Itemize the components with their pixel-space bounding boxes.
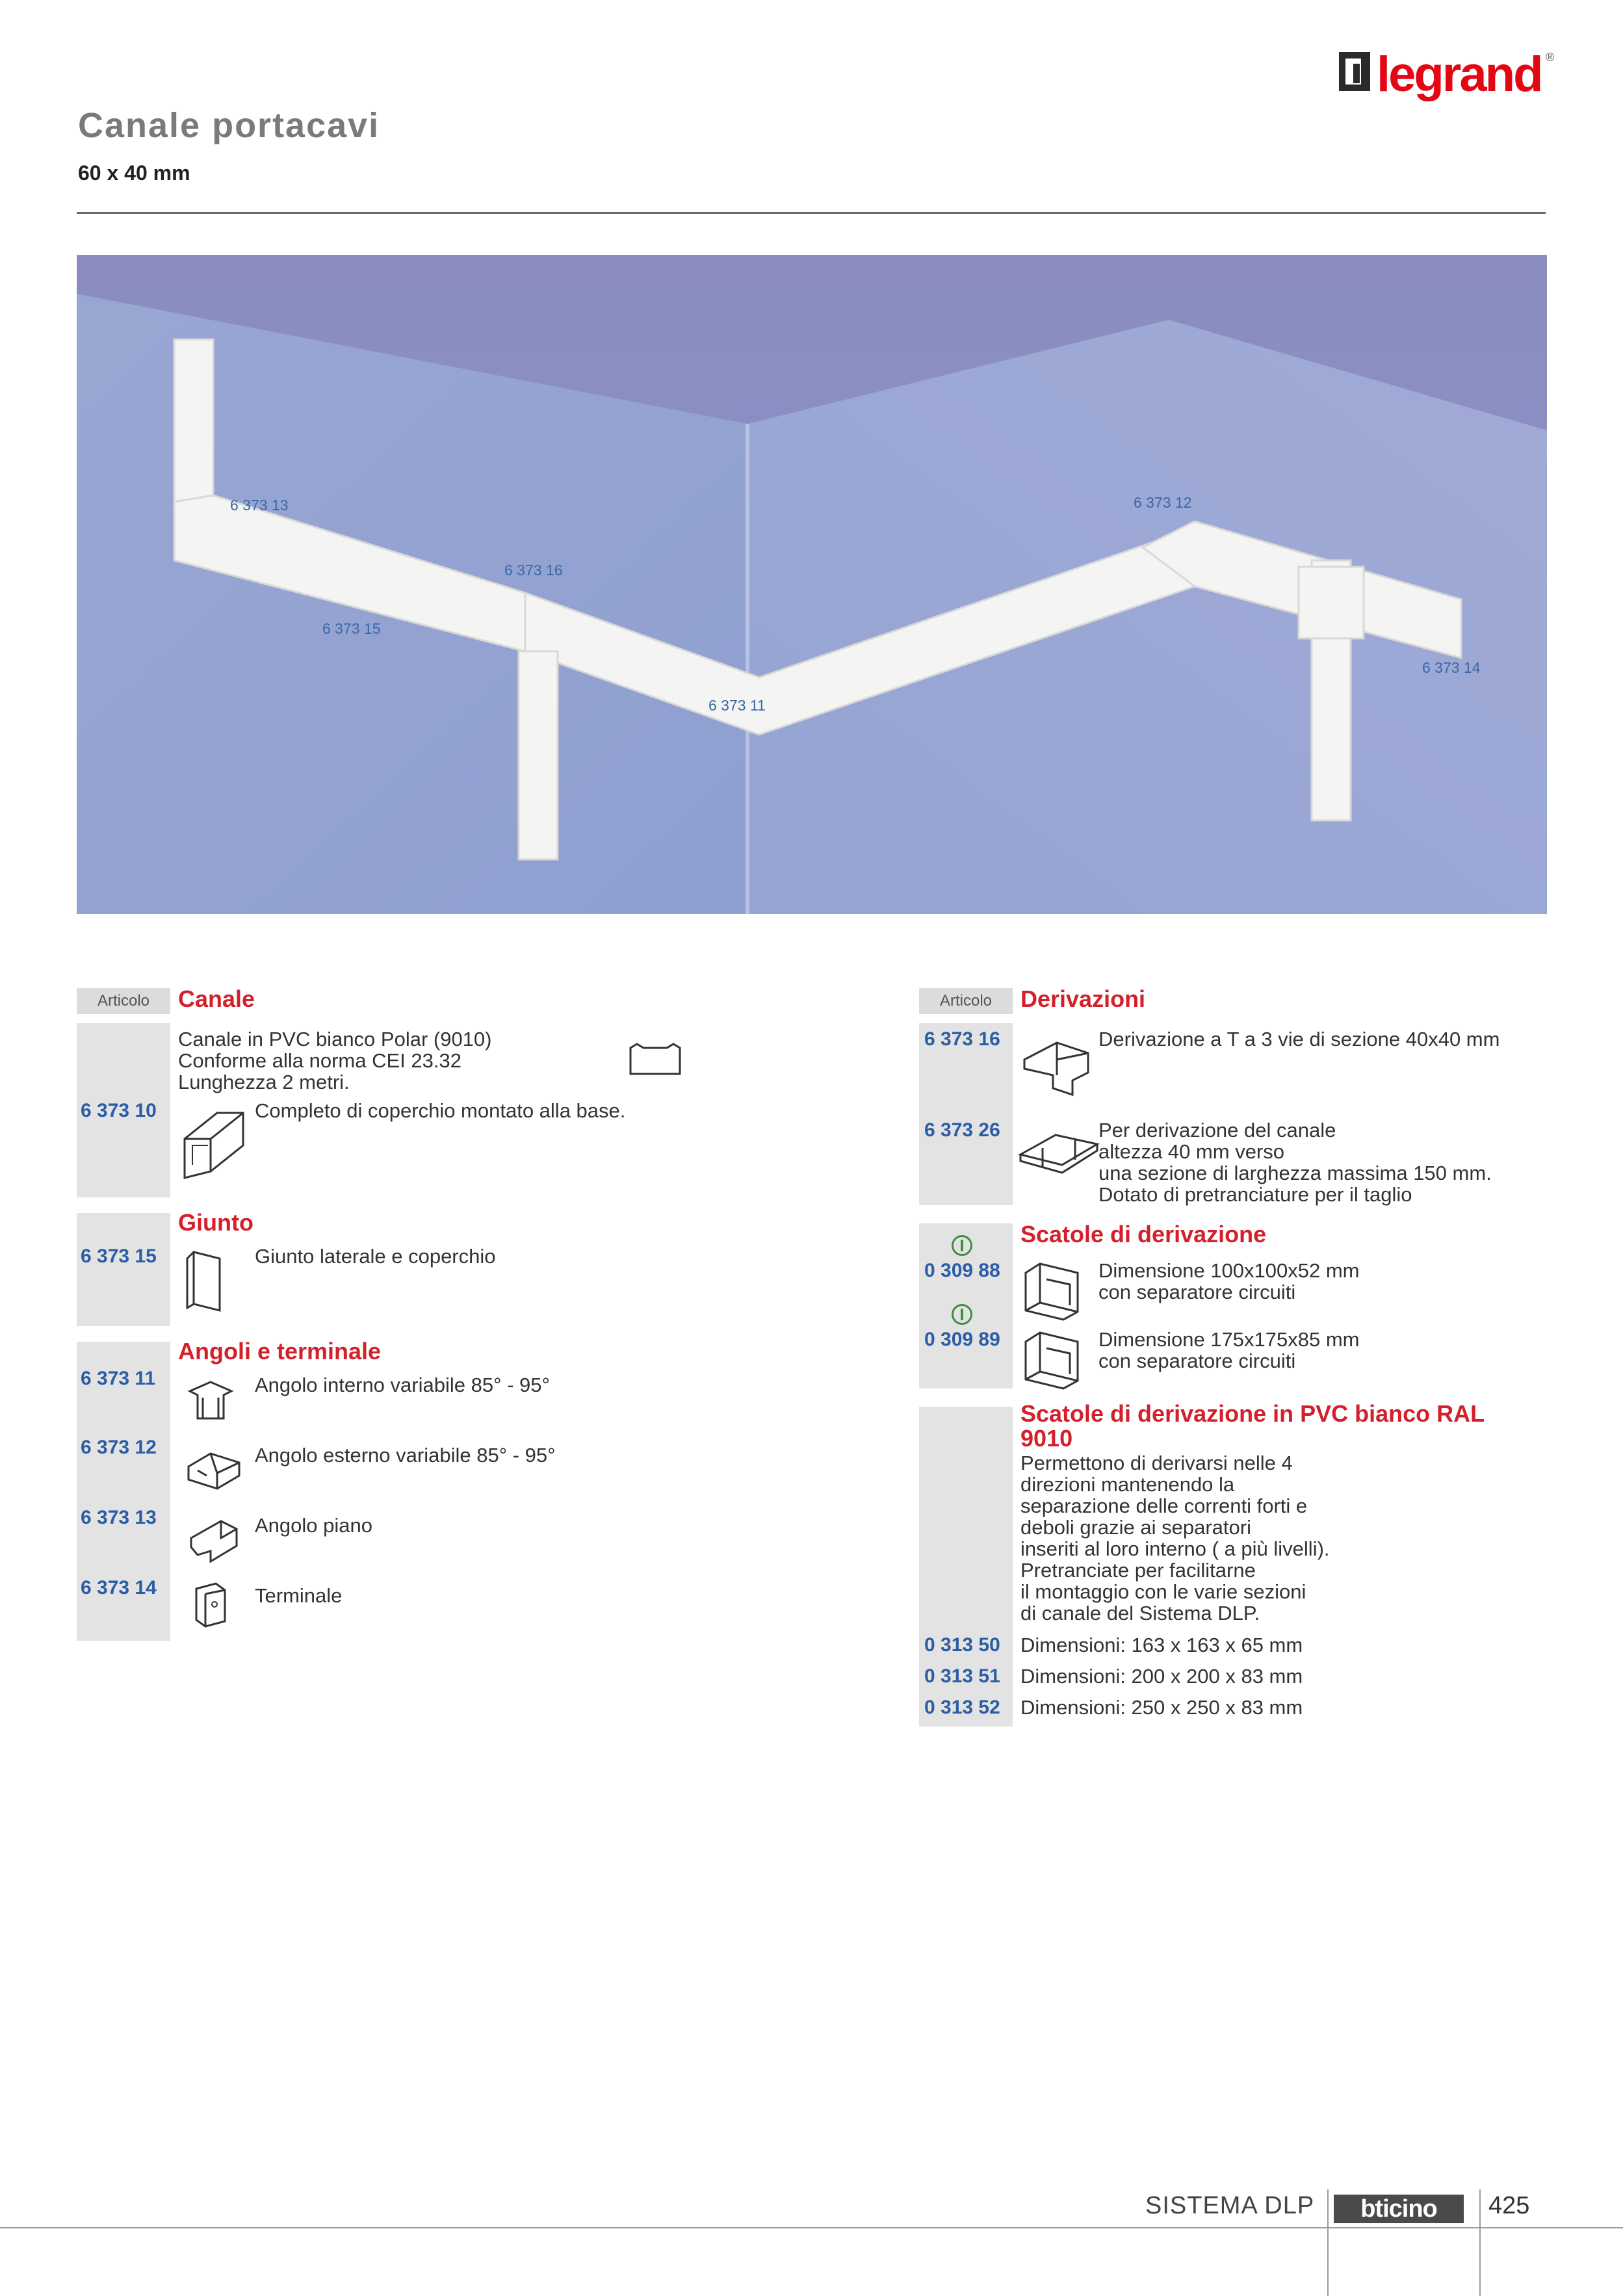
canale-line: Lunghezza 2 metri.	[178, 1071, 350, 1093]
bticino-logo: bticino	[1334, 2195, 1464, 2223]
article-description: altezza 40 mm verso	[1098, 1140, 1284, 1163]
article-code: 0 309 88	[924, 1260, 1000, 1281]
section-title-canale: Canale	[178, 985, 255, 1012]
article-description: con separatore circuiti	[1098, 1350, 1296, 1372]
product-photo	[77, 255, 1547, 914]
canale-line: Canale in PVC bianco Polar (9010)	[178, 1028, 492, 1050]
article-code: 0 313 51	[924, 1665, 1000, 1687]
article-code: 0 313 52	[924, 1697, 1000, 1718]
section-title-scatole-pvc	[1020, 1402, 1485, 1451]
article-description: Dotato di pretranciature per il taglio	[1098, 1183, 1412, 1206]
section-title-scatole: Scatole di derivazione	[1020, 1221, 1267, 1247]
logo-registered: ®	[1546, 51, 1555, 64]
pvc-description-line: direzioni mantenendo la	[1020, 1473, 1235, 1496]
article-code: 6 373 15	[81, 1246, 157, 1267]
legrand-logo	[1339, 46, 1560, 104]
article-description: Angolo interno variabile 85° - 95°	[255, 1374, 550, 1396]
article-description: Completo di coperchio montato alla base.	[255, 1099, 626, 1122]
article-description: Dimensioni: 163 x 163 x 65 mm	[1020, 1634, 1303, 1656]
article-code: 6 373 16	[924, 1028, 1000, 1050]
footer-system-name: SISTEMA DLP	[1145, 2192, 1315, 2219]
section-title-angoli: Angoli e terminale	[178, 1338, 382, 1364]
article-code: 6 373 14	[81, 1577, 157, 1598]
photo-label: 6 373 15	[322, 620, 381, 637]
footer-divider	[0, 2227, 1623, 2228]
section-title-giunto: Giunto	[178, 1209, 253, 1236]
article-header: Articolo	[77, 988, 170, 1014]
photo-label: 6 373 16	[504, 562, 563, 579]
article-description: Angolo esterno variabile 85° - 95°	[255, 1444, 556, 1467]
eco-label-icon	[952, 1304, 972, 1325]
page-title: Canale portacavi	[78, 106, 380, 145]
branch-plate-icon	[1017, 1122, 1101, 1181]
canale-line: Conforme alla norma CEI 23.32	[178, 1049, 461, 1072]
trunking-section-icon	[628, 1041, 682, 1078]
photo-label: 6 373 11	[708, 697, 766, 714]
eco-label-icon	[952, 1235, 972, 1256]
t-junction-icon	[1020, 1027, 1092, 1099]
section-title-line: Scatole di derivazione in PVC bianco RAL	[1020, 1400, 1485, 1427]
pvc-description-line: deboli grazie ai separatori	[1020, 1516, 1251, 1539]
article-description: con separatore circuiti	[1098, 1281, 1296, 1303]
junction-box-icon	[1020, 1329, 1083, 1391]
code-bar	[919, 1023, 1013, 1205]
page-number: 425	[1488, 2192, 1530, 2219]
article-header: Articolo	[919, 988, 1013, 1014]
giunto-icon	[181, 1246, 233, 1317]
end-cap-icon	[187, 1580, 233, 1632]
article-description: Angolo piano	[255, 1514, 372, 1537]
article-description: Giunto laterale e coperchio	[255, 1245, 496, 1268]
article-code: 0 313 50	[924, 1634, 1000, 1656]
header-divider	[77, 212, 1546, 214]
article-code: 6 373 11	[81, 1368, 156, 1389]
article-description: Derivazione a T a 3 vie di sezione 40x40 mm	[1098, 1028, 1500, 1050]
photo-label: 6 373 14	[1422, 659, 1481, 676]
page-subtitle: 60 x 40 mm	[78, 161, 190, 185]
external-corner-icon	[185, 1447, 243, 1493]
junction-box-icon	[1020, 1260, 1083, 1322]
pvc-description-line: Permettono di derivarsi nelle 4	[1020, 1452, 1293, 1474]
left-catalog-column	[77, 985, 857, 1651]
pvc-description-line: separazione delle correnti forti e	[1020, 1494, 1308, 1517]
pvc-description-line: Pretranciate per facilitarne	[1020, 1559, 1256, 1582]
section-title-line: 9010	[1020, 1425, 1073, 1452]
article-description: Terminale	[255, 1584, 343, 1607]
photo-label: 6 373 12	[1134, 494, 1192, 511]
footer-separator	[1479, 2189, 1481, 2296]
section-title-derivazioni: Derivazioni	[1020, 985, 1146, 1012]
article-code: 6 373 12	[81, 1437, 157, 1458]
pvc-description-line: inseriti al loro interno ( a più livelli).	[1020, 1537, 1330, 1560]
article-description: Dimensioni: 250 x 250 x 83 mm	[1020, 1696, 1303, 1719]
pvc-description-line: il montaggio con le varie sezioni	[1020, 1580, 1306, 1603]
trunking-profile-icon	[178, 1100, 250, 1184]
article-code: 6 373 13	[81, 1507, 157, 1528]
article-description: una sezione di larghezza massima 150 mm.	[1098, 1162, 1492, 1184]
article-code: 6 373 10	[81, 1100, 157, 1121]
internal-corner-icon	[185, 1378, 237, 1424]
article-description: Dimensione 100x100x52 mm	[1098, 1259, 1360, 1282]
article-description: Per derivazione del canale	[1098, 1119, 1336, 1141]
logo-text: legrand	[1377, 47, 1542, 102]
article-description: Dimensioni: 200 x 200 x 83 mm	[1020, 1665, 1303, 1688]
pvc-description-line: di canale del Sistema DLP.	[1020, 1602, 1260, 1624]
code-bar	[77, 1213, 170, 1326]
footer-separator	[1327, 2189, 1329, 2296]
article-code: 0 309 89	[924, 1329, 1000, 1350]
article-code: 6 373 26	[924, 1119, 1000, 1141]
photo-label: 6 373 13	[230, 497, 289, 514]
right-catalog-column	[919, 985, 1569, 1729]
photo-illustration	[77, 255, 1547, 914]
flat-corner-icon	[185, 1512, 243, 1571]
article-description: Dimensione 175x175x85 mm	[1098, 1328, 1360, 1351]
logo-mark-icon	[1339, 52, 1370, 91]
